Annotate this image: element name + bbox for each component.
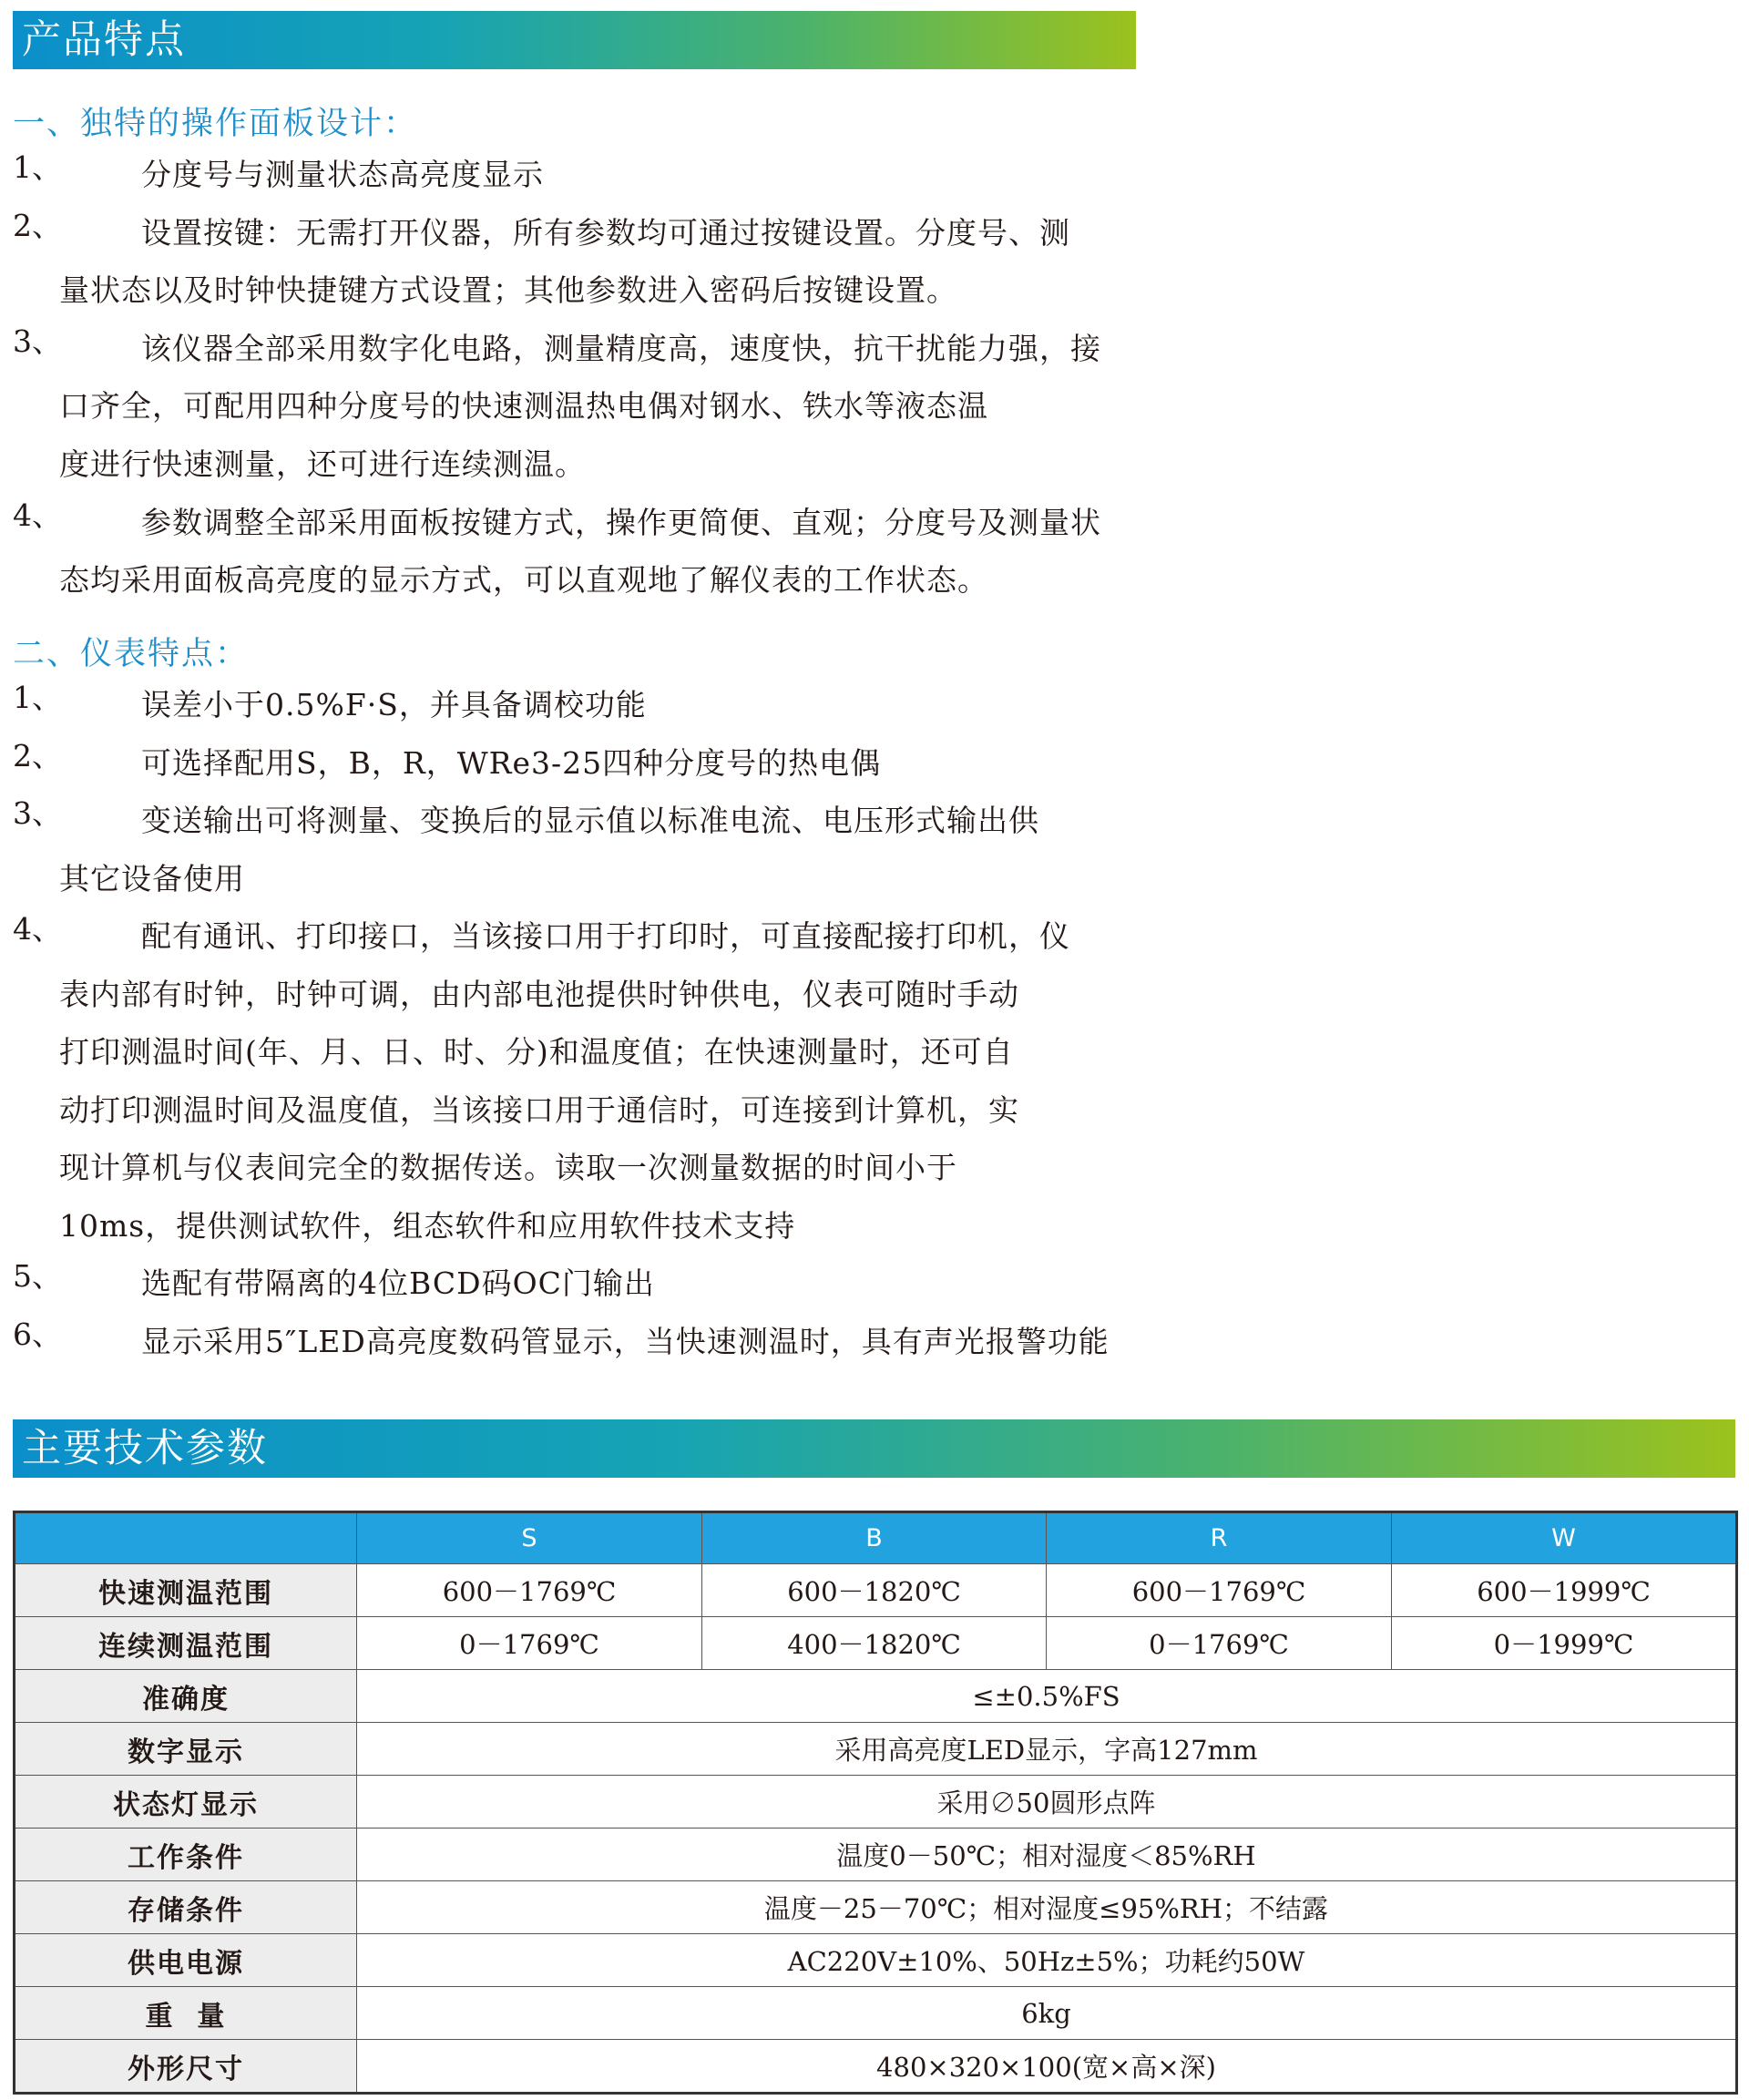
table-row xyxy=(15,2040,1737,2094)
list-item-text: 口齐全，可配用四种分度号的快速测温热电偶对钢水、铁水等液态温 xyxy=(59,388,988,425)
tech-params-table xyxy=(13,1511,1738,2095)
list-item-text: 参数调整全部采用面板按键方式，操作更简便、直观；分度号及测量状 xyxy=(141,504,1101,540)
table-row xyxy=(15,1881,1737,1934)
list-item-number: 2、 xyxy=(13,737,62,773)
row-label: 重 量 xyxy=(15,1987,357,2040)
list-item-text: 该仪器全部采用数字化电路，测量精度高，速度快，抗干扰能力强，接 xyxy=(141,330,1101,366)
table-row xyxy=(15,1987,1737,2040)
table-row xyxy=(15,1829,1737,1881)
table-header-cell xyxy=(15,1512,357,1564)
table-header-cell: B xyxy=(702,1512,1047,1564)
list-item-text: 选配有带隔离的4位BCD码OC门输出 xyxy=(141,1265,655,1301)
list-item-text: 度进行快速测量，还可进行连续测温。 xyxy=(59,446,586,482)
table-cell-merged: 采用∅50圆形点阵 xyxy=(357,1776,1737,1829)
table-row xyxy=(15,1617,1737,1670)
table-row xyxy=(15,1776,1737,1829)
table-cell-merged: AC220V±10%、50Hz±5%；功耗约50W xyxy=(357,1934,1737,1987)
section-banner-tech-params: 主要技术参数 xyxy=(13,1419,1735,1478)
list-item-text: 显示采用5″LED高亮度数码管显示，当快速测温时，具有声光报警功能 xyxy=(141,1323,1110,1359)
table-row xyxy=(15,1934,1737,1987)
table-cell-merged: 采用高亮度LED显示，字高127mm xyxy=(357,1723,1737,1776)
section-heading-panel-design: 一、独特的操作面板设计： xyxy=(13,106,418,142)
list-item-text: 动打印测温时间及温度值，当该接口用于通信时，可连接到计算机，实 xyxy=(59,1091,1019,1128)
table-header-cell: S xyxy=(357,1512,702,1564)
list-item-number: 4、 xyxy=(13,911,62,947)
row-label: 状态灯显示 xyxy=(15,1776,357,1829)
table-cell-merged: 温度－25－70℃；相对湿度≤95%RH；不结露 xyxy=(357,1881,1737,1934)
table-header-cell: R xyxy=(1047,1512,1392,1564)
table-cell: 600－1769℃ xyxy=(357,1564,702,1617)
list-item-text: 误差小于0.5%F·S，并具备调校功能 xyxy=(141,687,647,722)
row-label: 快速测温范围 xyxy=(15,1564,357,1617)
table-row xyxy=(15,1670,1737,1723)
list-item-text: 设置按键：无需打开仪器，所有参数均可通过按键设置。分度号、测 xyxy=(141,214,1070,251)
row-label: 准确度 xyxy=(15,1670,357,1723)
table-header-cell: W xyxy=(1392,1512,1737,1564)
section-banner-product-features: 产品特点 xyxy=(13,11,1136,69)
table-body xyxy=(15,1564,1737,2094)
list-item-number: 2、 xyxy=(13,207,62,243)
list-item-number: 4、 xyxy=(13,497,62,533)
list-item-number: 3、 xyxy=(13,795,62,831)
list-item-number: 5、 xyxy=(13,1258,62,1294)
list-item-text: 打印测温时间(年、月、日、时、分)和温度值；在快速测量时，还可自 xyxy=(59,1034,1014,1070)
row-label: 数字显示 xyxy=(15,1723,357,1776)
list-item-number: 1、 xyxy=(13,149,62,185)
row-label: 外形尺寸 xyxy=(15,2040,357,2094)
table-row xyxy=(15,1723,1737,1776)
list-item-text: 现计算机与仪表间完全的数据传送。读取一次测量数据的时间小于 xyxy=(59,1150,957,1185)
table-row xyxy=(15,1564,1737,1617)
list-item-text: 可选择配用S，B，R，WRe3-25四种分度号的热电偶 xyxy=(141,744,882,781)
table-cell: 600－1999℃ xyxy=(1392,1564,1737,1617)
list-item-text: 其它设备使用 xyxy=(59,860,245,896)
list-item-text: 量状态以及时钟快捷键方式设置；其他参数进入密码后按键设置。 xyxy=(59,272,957,309)
list-item-text: 分度号与测量状态高亮度显示 xyxy=(141,157,544,192)
list-item-text: 配有通讯、打印接口，当该接口用于打印时，可直接配接打印机，仪 xyxy=(141,918,1070,954)
list-item-text: 表内部有时钟，时钟可调，由内部电池提供时钟供电，仪表可随时手动 xyxy=(59,976,1019,1012)
list-item-text: 10ms，提供测试软件，组态软件和应用软件技术支持 xyxy=(59,1207,796,1244)
table-cell: 0－1999℃ xyxy=(1392,1617,1737,1670)
list-item-number: 3、 xyxy=(13,323,62,359)
table-cell-merged: 温度0－50℃；相对湿度＜85%RH xyxy=(357,1829,1737,1881)
table-cell: 400－1820℃ xyxy=(702,1617,1047,1670)
section-heading-instrument-features: 二、仪表特点： xyxy=(13,636,250,672)
list-item-text: 变送输出可将测量、变换后的显示值以标准电流、电压形式输出供 xyxy=(141,803,1039,838)
table-header-row xyxy=(15,1512,1737,1564)
row-label: 供电电源 xyxy=(15,1934,357,1987)
table-cell: 0－1769℃ xyxy=(357,1617,702,1670)
table-cell: 0－1769℃ xyxy=(1047,1617,1392,1670)
row-label: 工作条件 xyxy=(15,1829,357,1881)
table-cell: 600－1820℃ xyxy=(702,1564,1047,1617)
table-cell: 600－1769℃ xyxy=(1047,1564,1392,1617)
list-item-number: 6、 xyxy=(13,1316,62,1352)
table-cell-merged: 480×320×100(宽×高×深) xyxy=(357,2040,1737,2094)
list-item-text: 态均采用面板高亮度的显示方式，可以直观地了解仪表的工作状态。 xyxy=(59,562,988,599)
list-item-number: 1、 xyxy=(13,680,62,715)
table-cell-merged: 6kg xyxy=(357,1987,1737,2040)
table-cell-merged: ≤±0.5%FS xyxy=(357,1670,1737,1723)
row-label: 存储条件 xyxy=(15,1881,357,1934)
row-label: 连续测温范围 xyxy=(15,1617,357,1670)
